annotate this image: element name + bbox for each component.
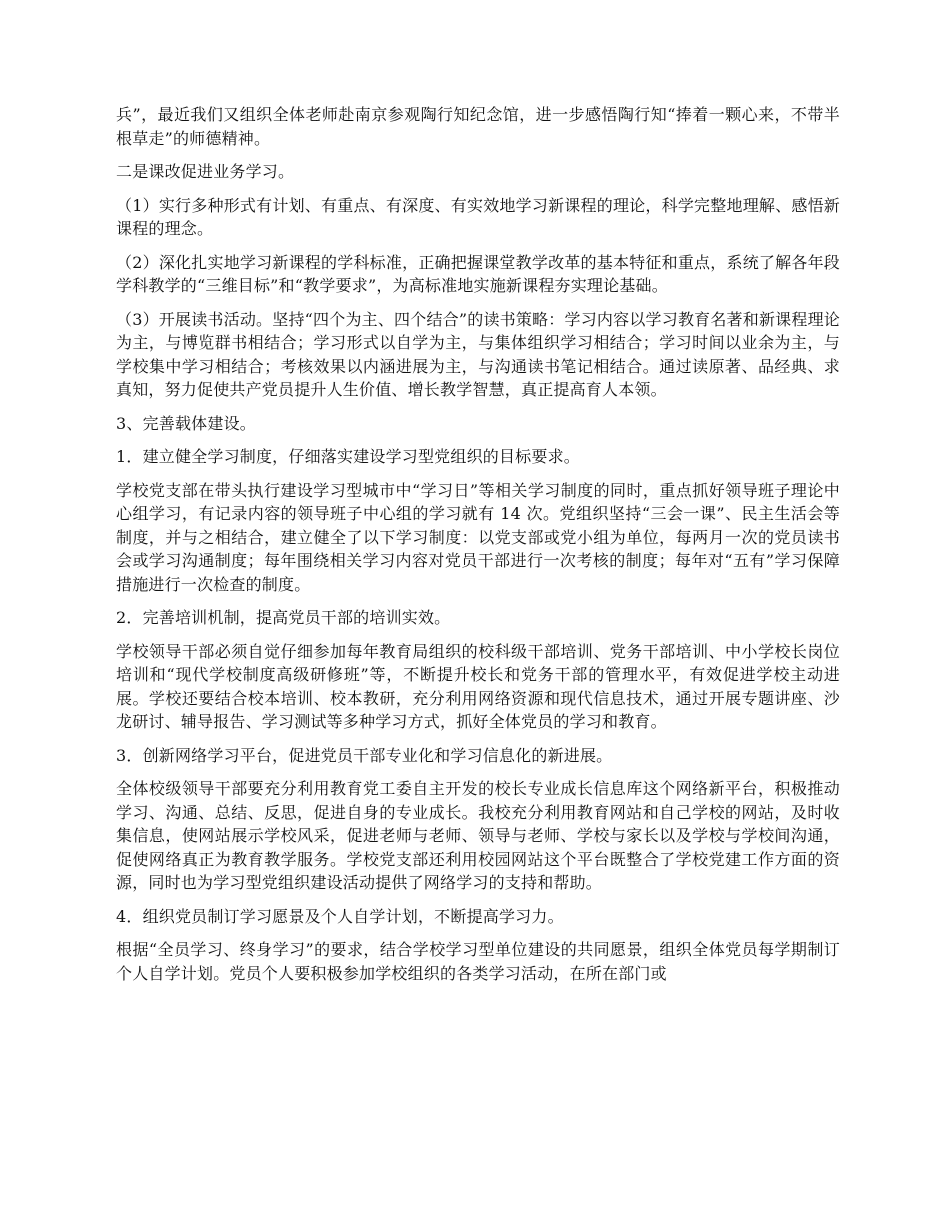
document-body <box>116 103 840 995</box>
paragraph: 兵”，最近我们又组织全体老师赴南京参观陶行知纪念馆，进一步感悟陶行知“捧着一颗心来，不带半根草走”的师德精神。 <box>116 105 840 148</box>
paragraph: 学校领导干部必须自觉仔细参加每年教育局组织的校科级干部培训、党务干部培训、中小学校长岗位培训和“现代学校制度高级研修班”等，不断提升校长和党务干部的管理水平，有效促进学校主动进展。学校还要结合校本培训、校本教研，充分利用网络资源和现代信息技术，通过开展专题讲座、沙龙研讨、辅导报告、学习测试等多种学习方式，抓好全体党员的学习和教育。 <box>116 641 840 731</box>
subsection-heading: 2．完善培训机制，提高党员干部的培训实效。 <box>116 608 451 627</box>
subsection-heading: 4．组织党员制订学习愿景及个人自学计划，不断提高学习力。 <box>116 906 564 926</box>
paragraph: （2）深化扎实地学习新课程的学科标准，正确把握课堂教学改革的基本特征和重点，系统了解各年段学科教学的“三维目标”和“教学要求”，为高标准地实施新课程夯实理论基础。 <box>116 252 840 295</box>
subsection-heading: 3．创新网络学习平台，促进党员干部专业化和学习信息化的新进展。 <box>116 745 613 765</box>
paragraph: 全体校级领导干部要充分利用教育党工委自主开发的校长专业成长信息库这个网络新平台，积极推动学习、沟通、总结、反思，促进自身的专业成长。我校充分利用教育网站和自己学校的网站，及时收集信息，使网站展示学校风采，促进老师与老师、领导与老师、学校与家长以及学校与学校间沟通，促使网络真正为教育教学服务。学校党支部还利用校园网站这个平台既整合了学校党建工作方面的资源，同时也为学习型党组织建设活动提供了网络学习的支持和帮助。 <box>116 779 840 892</box>
section-heading: 3、完善载体建设。 <box>116 413 256 433</box>
subsection-heading: 1．建立健全学习制度，仔细落实建设学习型党组织的目标要求。 <box>116 447 580 466</box>
paragraph: 根据“全员学习、终身学习”的要求，结合学校学习型单位建设的共同愿景，组织全体党员每学期制订个人自学计划。党员个人要积极参加学校组织的各类学习活动，在所在部门或 <box>116 940 840 983</box>
section-heading: 二是课改促进业务学习。 <box>116 162 295 181</box>
paragraph: （3）开展读书活动。坚持“四个为主、四个结合”的读书策略：学习内容以学习教育名著和新课程理论为主，与博览群书相结合；学习形式以自学为主，与集体组织学习相结合；学习时间以业余为主，与学校集中学习相结合；考核效果以内涵进展为主，与沟通读书笔记相结合。通过读原著、品经典、求真知，努力促使共产党员提升人生价值、增长教学智慧，真正提高育人本领。 <box>116 309 840 399</box>
paragraph: （1）实行多种形式有计划、有重点、有深度、有实效地学习新课程的理论，科学完整地理解、感悟新课程的理念。 <box>116 195 840 238</box>
paragraph: 学校党支部在带头执行建设学习型城市中“学习日”等相关学习制度的同时，重点抓好领导班子理论中心组学习，有记录内容的领导班子中心组的学习就有 14 次。党组织坚持“三会一课”、民主生活会等制度，并与之相结合，建立健全了以下学习制度：以党支部或党小组为单位，每两月一次的党员读书会或学习沟通制度；每年围绕相关学习内容对党员干部进行一次考核的制度；每年对“五有”学习保障措施进行一次检查的制度。 <box>116 480 840 594</box>
